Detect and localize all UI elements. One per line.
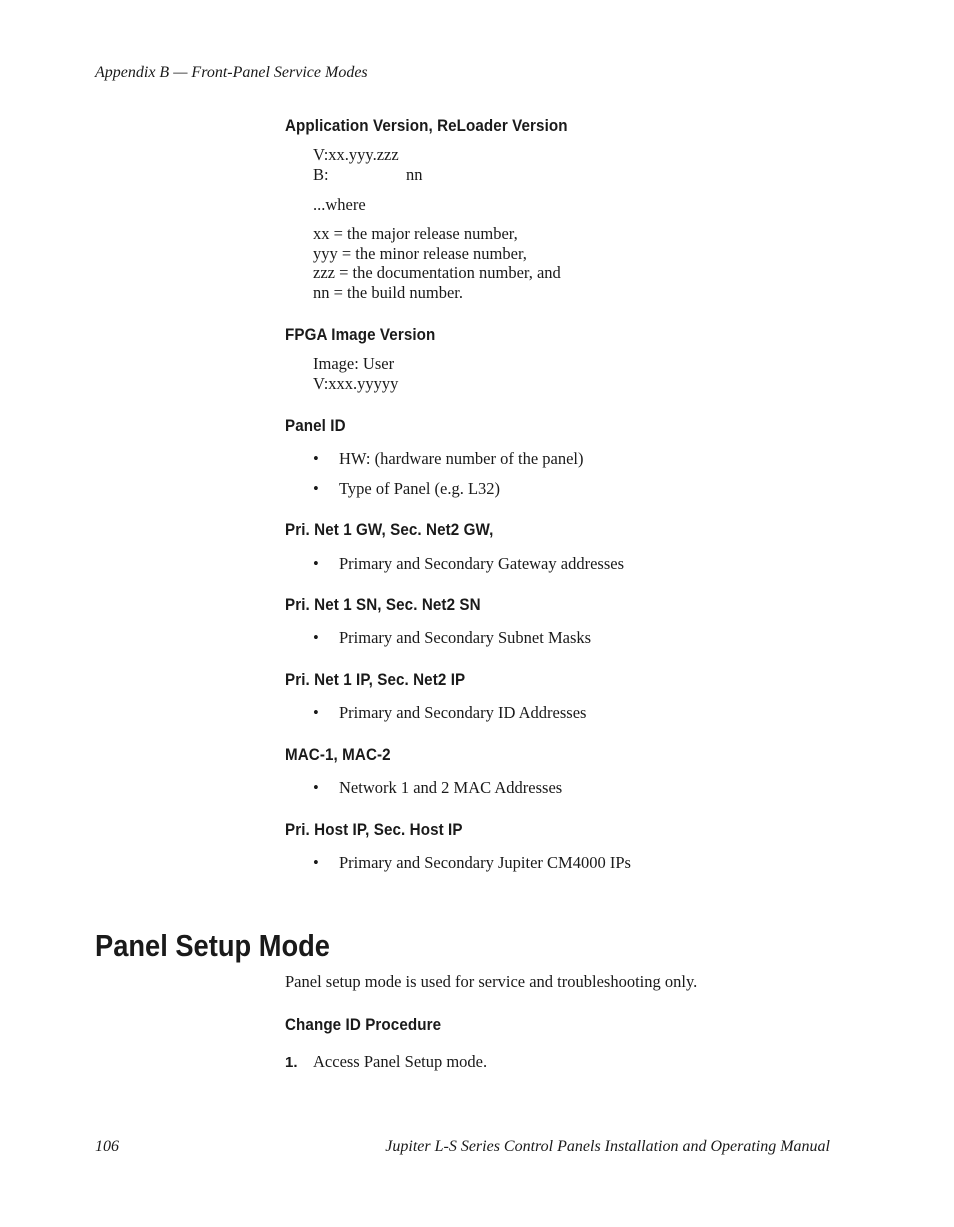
bullet-glyph: •	[313, 778, 319, 797]
heading-application-version: Application Version, ReLoader Version	[285, 117, 568, 135]
build-line: B: nn	[313, 164, 423, 184]
definition-build: nn = the build number.	[313, 282, 463, 302]
heading-gateway: Pri. Net 1 GW, Sec. Net2 GW,	[285, 521, 494, 539]
heading-mac: MAC-1, MAC-2	[285, 746, 391, 764]
procedure-step	[285, 1052, 487, 1072]
heading-subnet: Pri. Net 1 SN, Sec. Net2 SN	[285, 596, 481, 614]
definition-minor: yyy = the minor release number,	[313, 243, 527, 263]
list-item: • Type of Panel (e.g. L32)	[313, 479, 501, 498]
heading-ip: Pri. Net 1 IP, Sec. Net2 IP	[285, 671, 466, 689]
fpga-image-line: Image: User	[313, 354, 395, 373]
definitions-block	[313, 224, 561, 302]
list-item: • Network 1 and 2 MAC Addresses	[313, 778, 563, 797]
bullet-glyph: •	[313, 449, 319, 468]
step-number: 1.	[285, 1054, 298, 1071]
running-header: Appendix B — Front-Panel Service Modes	[95, 64, 368, 81]
heading-change-id-procedure: Change ID Procedure	[285, 1016, 442, 1034]
definition-documentation: zzz = the documentation number, and	[313, 263, 561, 283]
fpga-block	[313, 354, 398, 393]
version-format-block	[313, 145, 423, 184]
bullet-glyph: •	[313, 628, 319, 647]
heading-host-ip: Pri. Host IP, Sec. Host IP	[285, 821, 463, 839]
list-item: • HW: (hardware number of the panel)	[313, 449, 584, 468]
bullet-glyph: •	[313, 853, 319, 872]
bullet-glyph: •	[313, 554, 319, 573]
heading-fpga-image-version: FPGA Image Version	[285, 326, 436, 344]
manual-title: Jupiter L-S Series Control Panels Installation and Operating Manual	[385, 1138, 830, 1155]
definition-major: xx = the major release number,	[313, 224, 518, 243]
step-text: Access Panel Setup mode.	[313, 1052, 488, 1071]
list-item: • Primary and Secondary Gateway addresses	[313, 554, 624, 573]
page-number: 106	[95, 1138, 119, 1155]
list-item: • Primary and Secondary Jupiter CM4000 IPs	[313, 853, 631, 872]
heading-panel-id: Panel ID	[285, 417, 346, 435]
panel-setup-intro: Panel setup mode is used for service and troubleshooting only.	[285, 972, 698, 991]
bullet-glyph: •	[313, 703, 319, 722]
fpga-version-line: V:xxx.yyyyy	[313, 373, 399, 393]
section-title-panel-setup-mode: Panel Setup Mode	[95, 928, 330, 963]
version-line: V:xx.yyy.zzz	[313, 145, 399, 164]
bullet-glyph: •	[313, 479, 319, 498]
list-item: • Primary and Secondary Subnet Masks	[313, 628, 592, 647]
list-item: • Primary and Secondary ID Addresses	[313, 703, 587, 722]
where-text: ...where	[313, 195, 366, 214]
